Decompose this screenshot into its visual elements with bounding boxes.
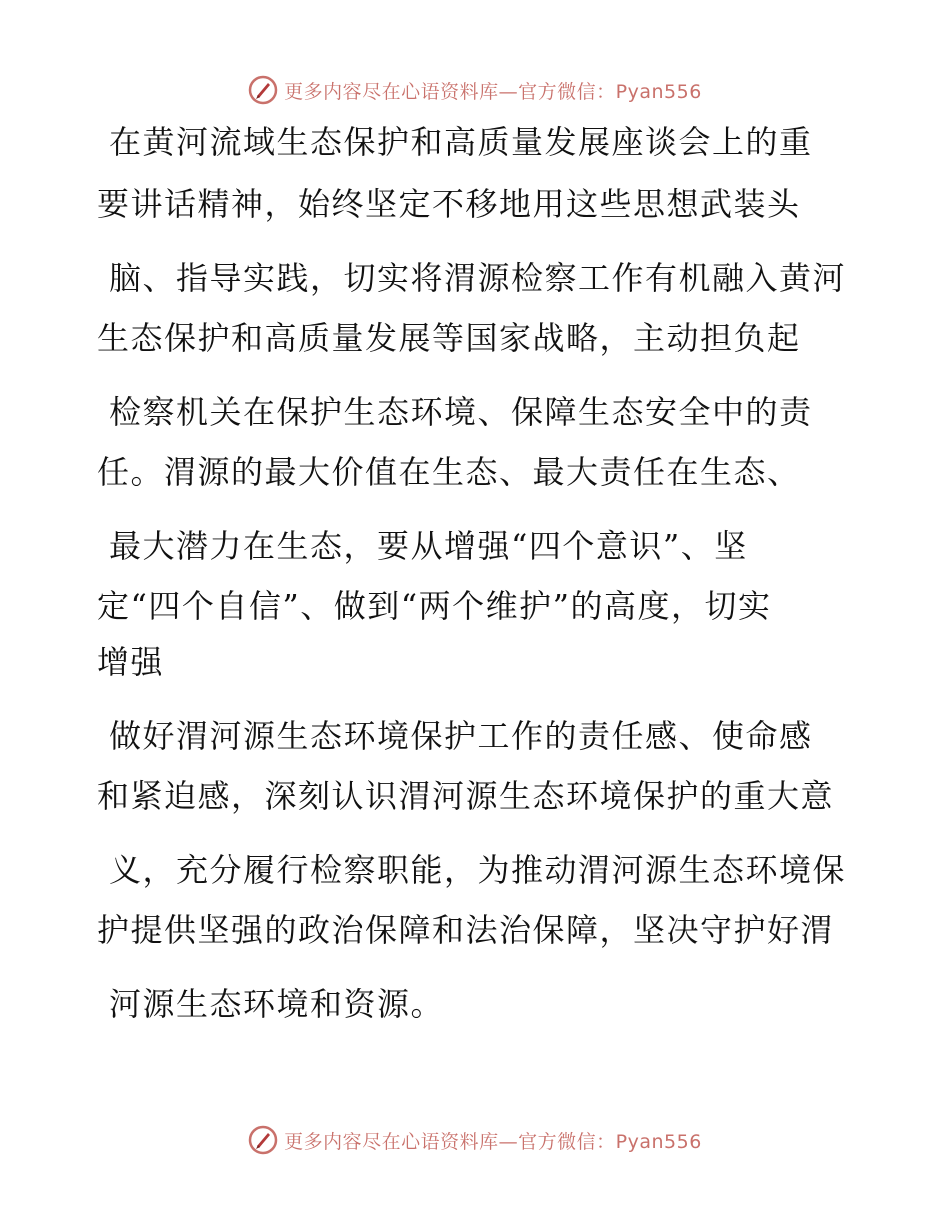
text-line: 最大潜力在生态，要从增强“四个意识”、坚 [109,527,748,565]
text-line: 和紧迫感，深刻认识渭河源生态环境保护的重大意 [97,777,835,815]
text-line: 任。渭源的最大价值在生态、最大责任在生态、 [97,453,801,491]
watermark-text: 更多内容尽在心语资料库—官方微信：Pyan556 [284,80,702,103]
text-line: 生态保护和高质量发展等国家战略，主动担负起 [97,319,801,357]
text-line: 定“四个自信”、做到“两个维护”的高度，切实 [97,587,772,625]
text-line: 检察机关在保护生态环境、保障生态安全中的责 [109,393,813,431]
quill-logo-icon [248,75,278,105]
text-line: 做好渭河源生态环境保护工作的责任感、使命感 [109,717,813,755]
text-line: 河源生态环境和资源。 [109,985,445,1023]
text-line: 在黄河流域生态保护和高质量发展座谈会上的重 [109,123,813,161]
text-line: 增强 [97,643,165,681]
text-line: 护提供坚强的政治保障和法治保障，坚决守护好渭 [97,911,835,949]
text-line: 义，充分履行检察职能，为推动渭河源生态环境保 [109,851,847,889]
text-line: 脑、指导实践，切实将渭源检察工作有机融入黄河 [109,259,847,297]
header-watermark [0,72,950,108]
footer-watermark [0,1122,950,1158]
text-line: 要讲话精神，始终坚定不移地用这些思想武装头 [97,185,801,223]
watermark-text: 更多内容尽在心语资料库—官方微信：Pyan556 [284,1130,702,1153]
quill-logo-icon [248,1125,278,1155]
